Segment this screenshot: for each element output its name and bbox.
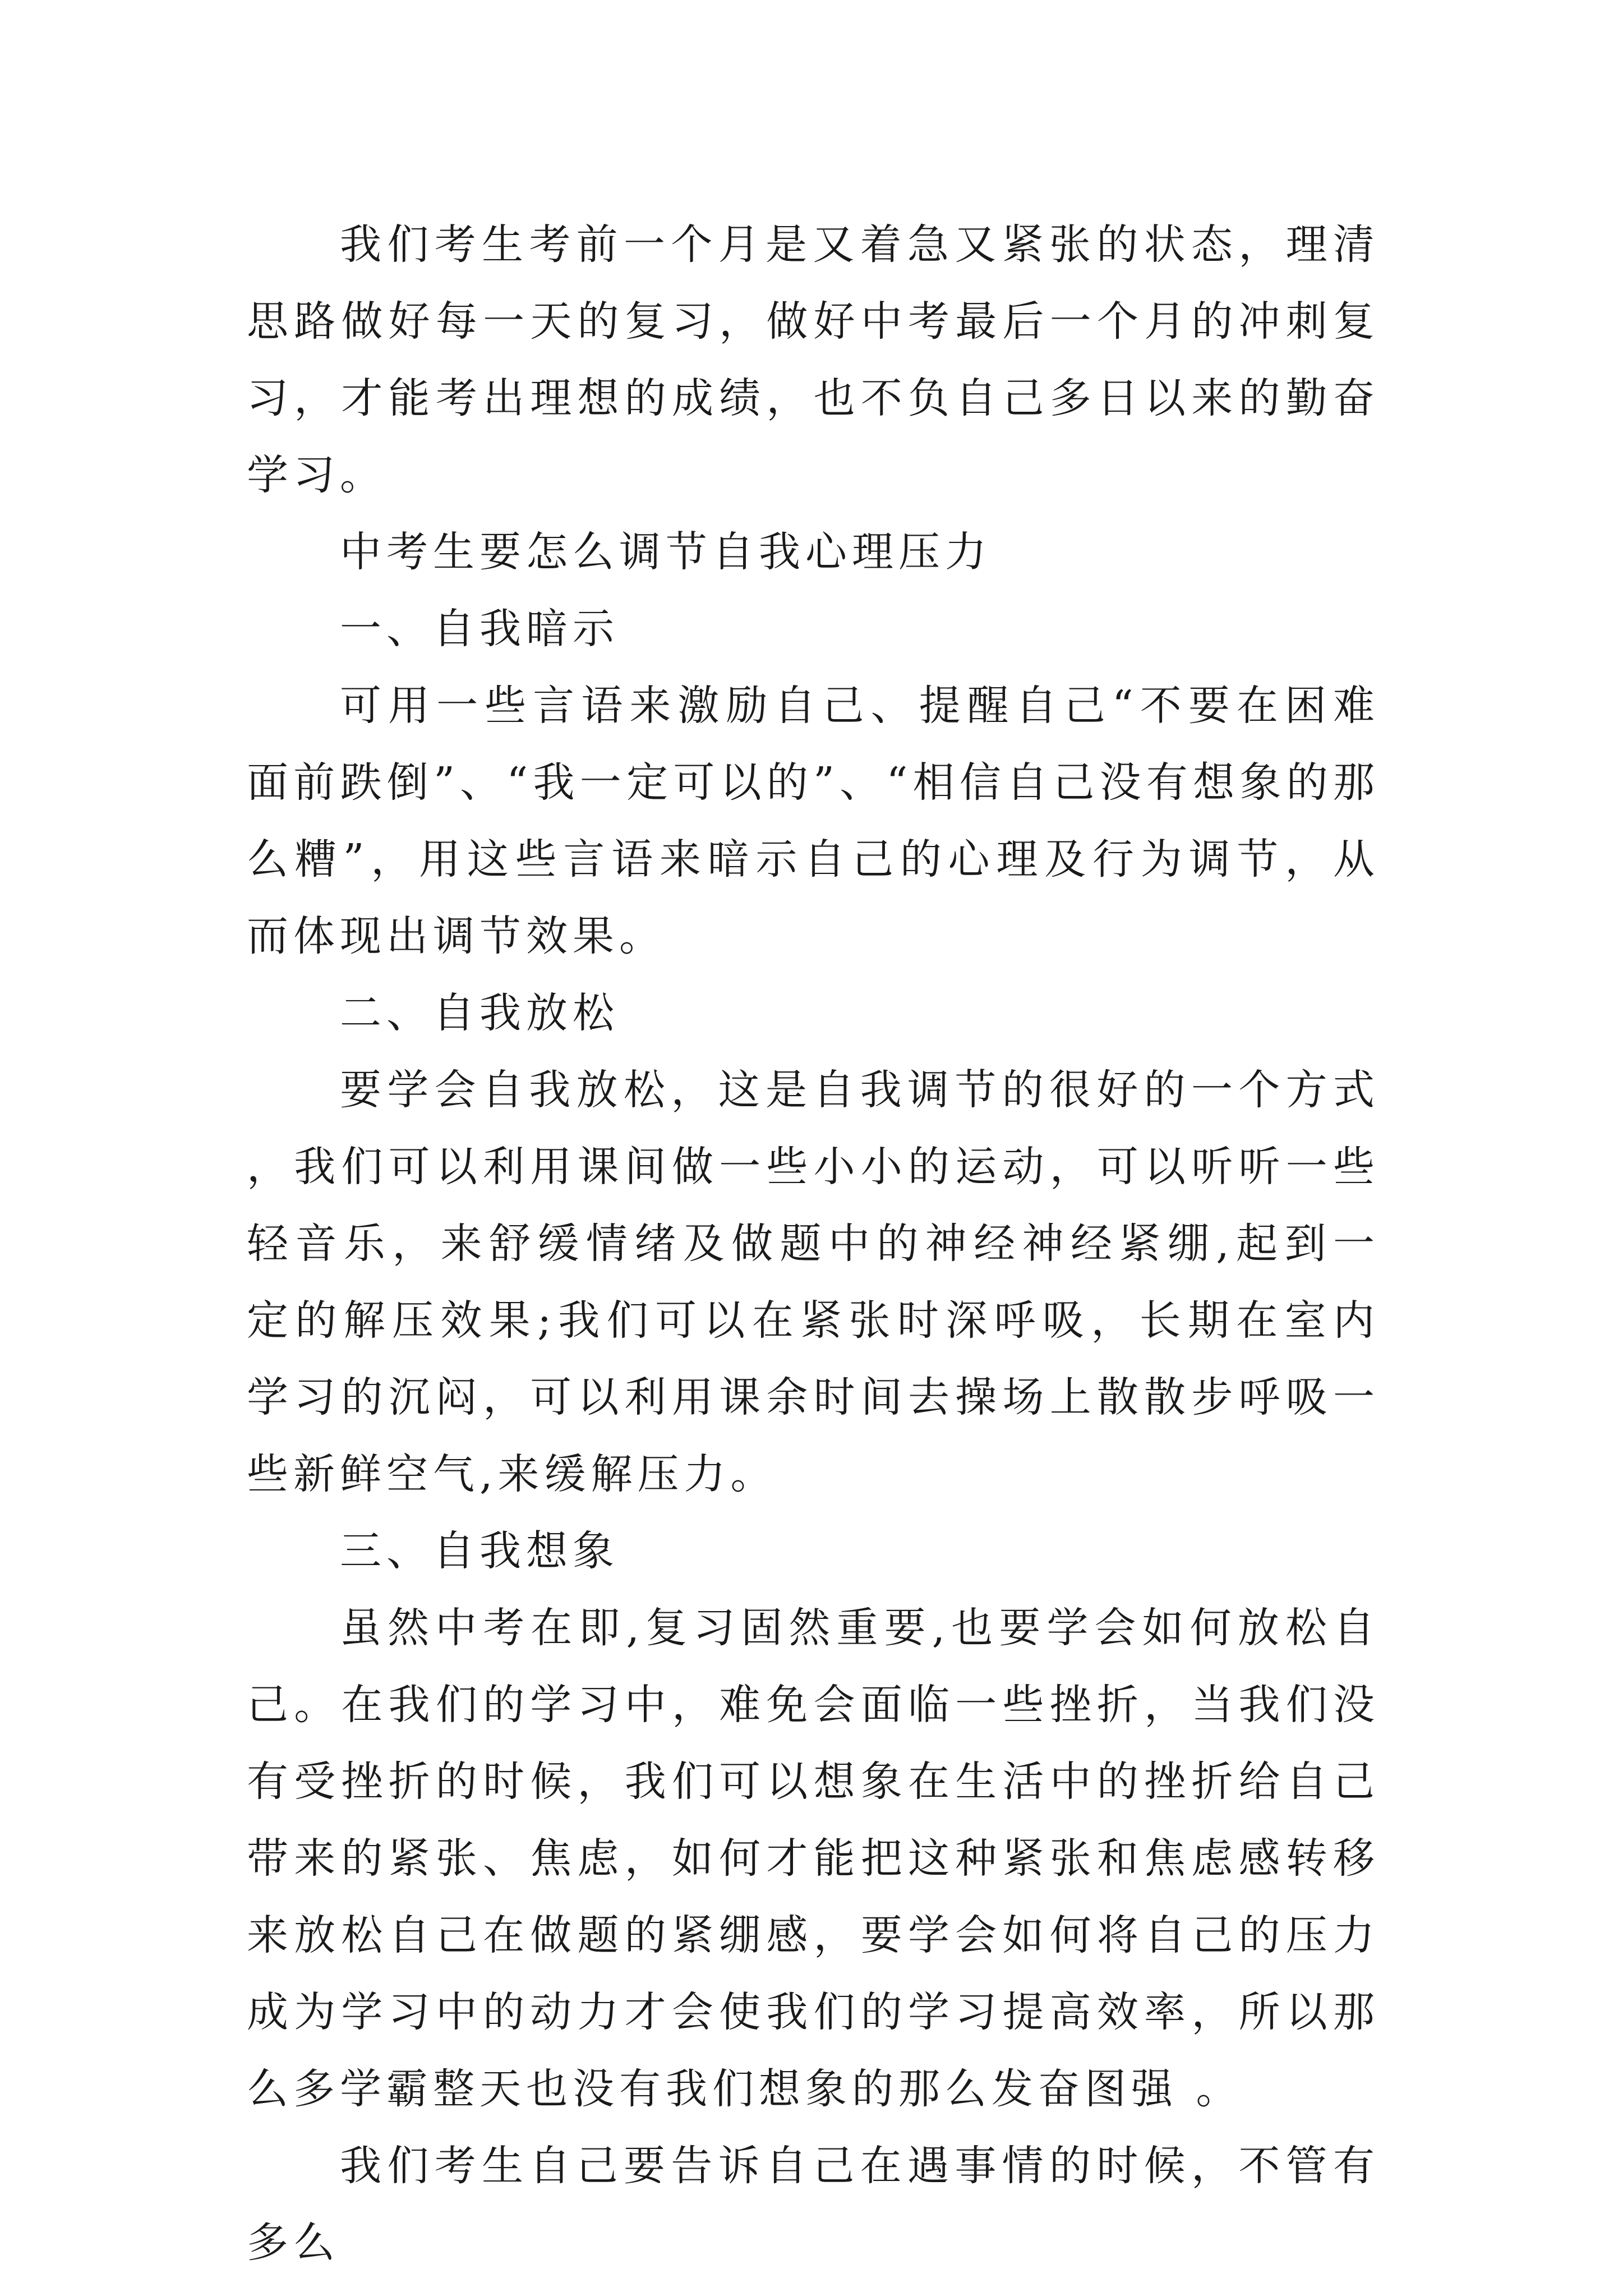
intro-paragraph: 我们考生考前一个月是又着急又紧张的状态，理清思路做好每一天的复习，做好中考最后一个月的冲刺复习，才能考出理想的成绩，也不负自己多日以来的勤奋学习。: [247, 220, 1380, 499]
self-suggestion-paragraph: 可用一些言语来激励自己、提醒自己“不要在困难面前跌倒”、“我一定可以的”、“相信自己没有想象的那么糟”，用这些言语来暗示自己的心理及行为调节，从而体现出调节效果。: [247, 682, 1380, 960]
self-relaxation-paragraph: 要学会自我放松，这是自我调节的很好的一个方式，我们可以利用课间做一些小小的运动，可以听听一些轻音乐，来舒缓情绪及做题中的神经神经紧绷,起到一定的解压效果;我们可以在紧张时深呼吸，长期在室内学习的沉闷，可以利用课余时间去操场上散散步呼吸一些新鲜空气,来缓解压力。: [247, 1066, 1380, 1498]
subheading-self-suggestion: 一、自我暗示: [340, 605, 619, 653]
self-imagination-paragraph: 虽然中考在即,复习固然重要,也要学会如何放松自己。在我们的学习中，难免会面临一些挫折，当我们没有受挫折的时候，我们可以想象在生活中的挫折给自己带来的紧张、焦虑，如何才能把这种紧张和焦虑感转移来放松自己在做题的紧绷感，要学会如何将自己的压力成为学习中的动力才会使我们的学习提高效率，所以那么多学霸整天也没有我们想象的那么发奋图强 。: [247, 1604, 1380, 2113]
closing-paragraph: 我们考生自己要告诉自己在遇事情的时候，不管有多么: [247, 2142, 1380, 2267]
section-title: 中考生要怎么调节自我心理压力: [340, 528, 992, 576]
subheading-self-relaxation: 二、自我放松: [340, 989, 619, 1037]
document-body: [247, 206, 1380, 2281]
subheading-self-imagination: 三、自我想象: [340, 1527, 619, 1575]
